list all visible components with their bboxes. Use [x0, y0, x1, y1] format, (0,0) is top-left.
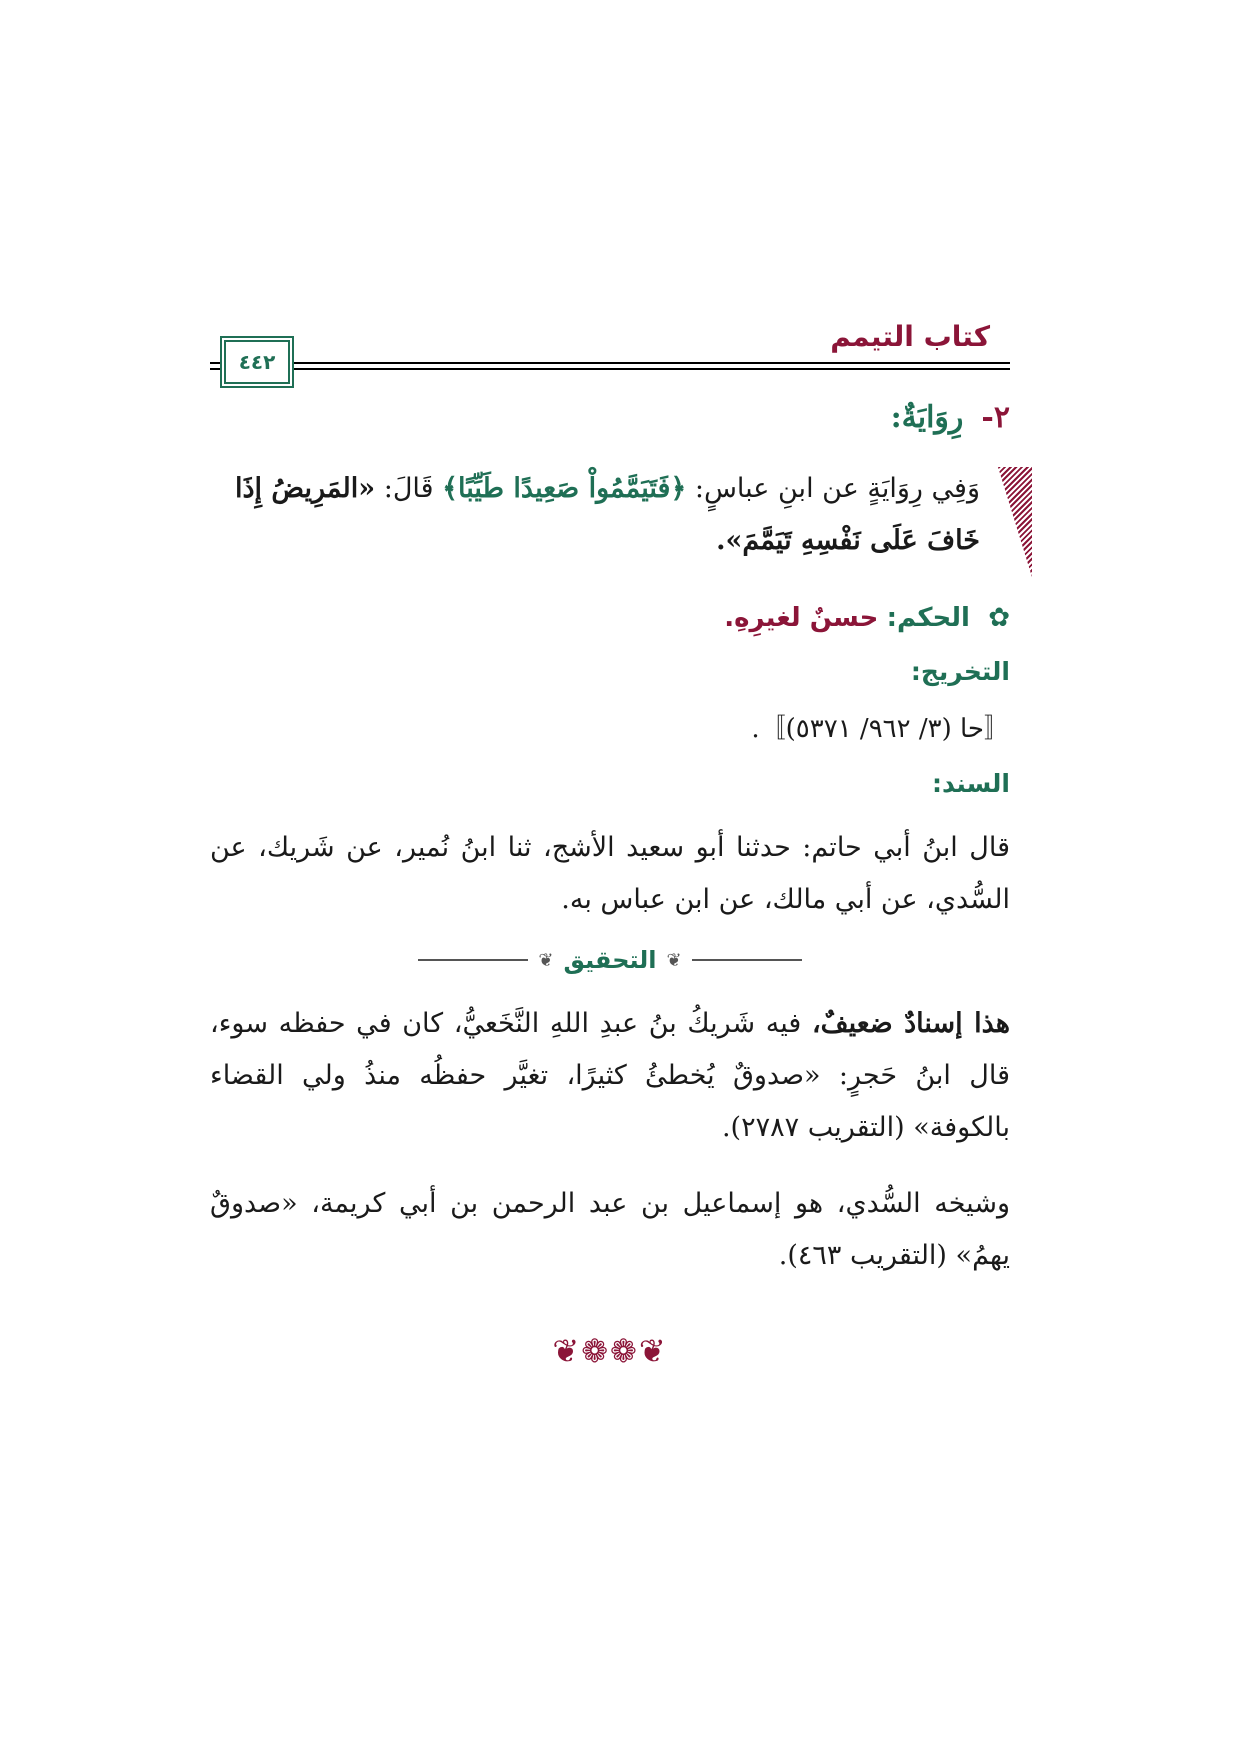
divider-line — [418, 959, 528, 961]
tahqiq-divider — [210, 946, 1010, 974]
header-rule-line — [210, 362, 1010, 364]
takhrij-reference: 〚حا (٣/ ٩٦٢/ ٥٣٧١)〛. — [751, 714, 1010, 744]
sanad-text: قال ابنُ أبي حاتم: حدثنا أبو سعيد الأشج، ثنا ابنُ نُمير، عن شَريك، عن السُّدي، عن أبي مالك، عن ابن عباس به. — [210, 832, 1010, 915]
book-page — [210, 300, 1010, 1370]
divider-line — [692, 959, 802, 961]
takhrij-heading: التخريج: — [910, 657, 1010, 686]
ruling — [210, 603, 1010, 633]
ruling-value: حسنٌ لغيرِهِ. — [724, 603, 879, 633]
narration-intro: وَفِي رِوَايَةٍ عن ابنِ عباسٍ: — [694, 473, 980, 504]
ruling-label: الحكم: — [886, 603, 970, 633]
corner-ornament-icon — [998, 467, 1032, 577]
page-number: ٤٤٢ — [224, 340, 290, 384]
section-heading — [210, 400, 1010, 435]
section-title: رِوَايَةٌ: — [890, 400, 964, 435]
narration-quote: «المَرِيضُ إِذَا خَافَ عَلَى نَفْسِهِ تَيَمَّمَ». — [234, 473, 980, 556]
header-rule — [210, 362, 1010, 372]
tahqiq-paragraph-2: وشيخه السُّدي، هو إسماعيل بن عبد الرحمن بن أبي كريمة، «صدوقٌ يهمُ» (التقريب ٤٦٣). — [210, 1188, 1010, 1271]
section-number: ٢- — [981, 400, 1010, 435]
book-title: كتاب التيمم — [830, 320, 990, 353]
tahqiq-heading: التحقيق — [563, 946, 657, 974]
tahqiq-paragraph-1 — [210, 998, 1010, 1154]
divider-ornament-icon: ❦ — [666, 949, 682, 971]
ornament-icon: ❦❁❁❦ — [552, 1332, 668, 1370]
narration-block — [210, 463, 1010, 567]
tahqiq-verdict: هذا إسنادٌ ضعيفٌ، — [811, 1008, 1010, 1039]
tahqiq-p1-text: فيه شَريكُ بنُ عبدِ اللهِ النَّخَعيُّ، كان في حفظه سوء، قال ابنُ حَجرٍ: «صدوقٌ يُخطئُ كثيرًا، تغيَّر حفظُه منذُ ولي القضاء بالكوفة» (التقريب ٢٧٨٧). — [210, 1008, 1010, 1143]
quran-quote: ﴿فَتَيَمَّمُواْ صَعِيدًا طَيِّبًا﴾ — [442, 473, 687, 504]
narration-said: قَالَ: — [383, 473, 434, 504]
flower-icon: ✿ — [988, 603, 1010, 633]
divider-ornament-icon: ❦ — [538, 949, 554, 971]
header-rule-line — [210, 368, 1010, 370]
sanad-heading: السند: — [931, 769, 1010, 798]
page-header — [210, 300, 1010, 380]
